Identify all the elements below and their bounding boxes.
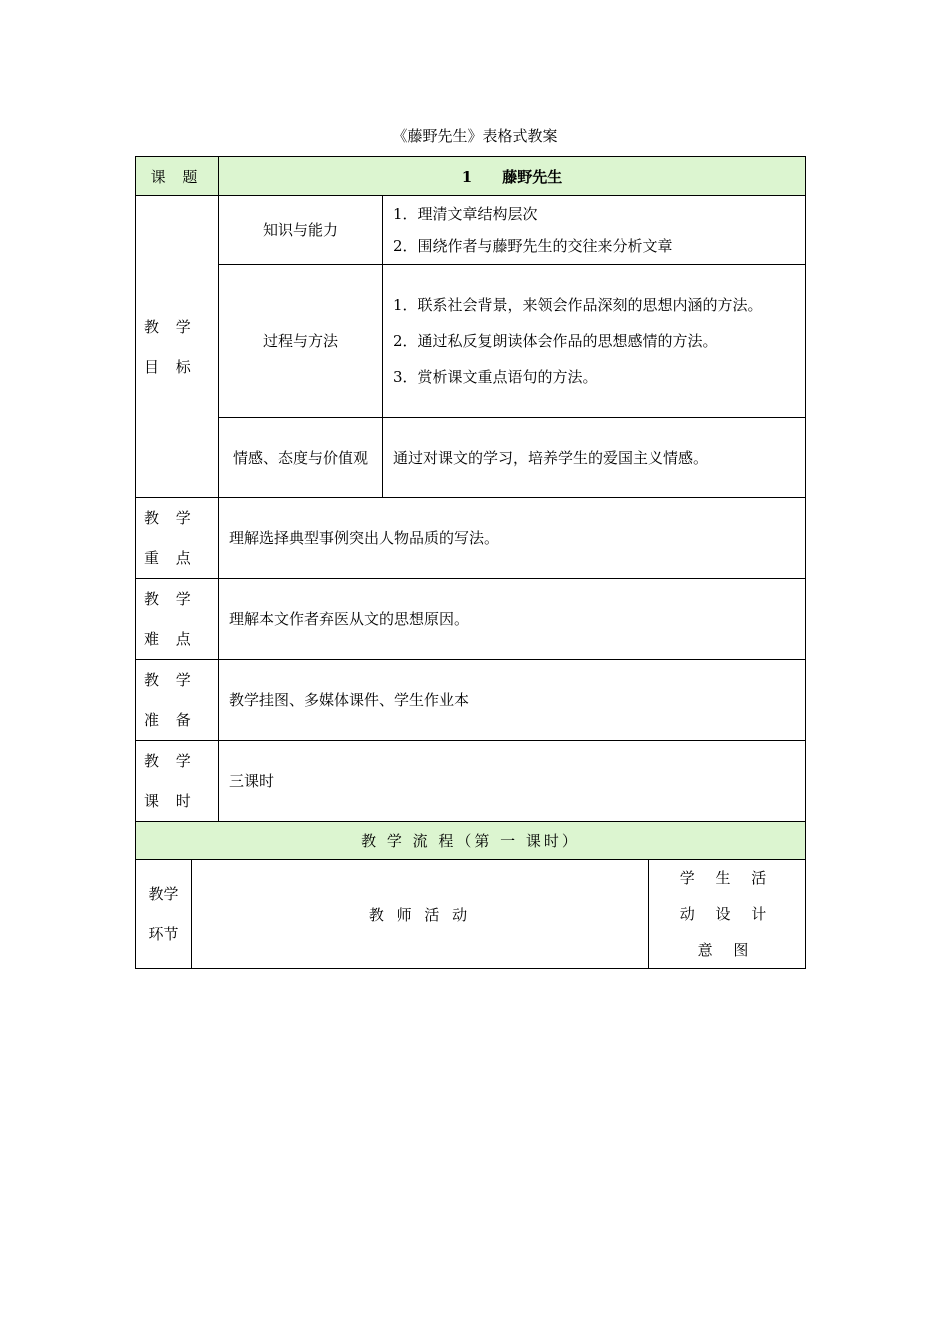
lesson-row xyxy=(136,157,806,196)
knowledge-item: 2．围绕作者与藤野先生的交往来分析文章 xyxy=(393,237,673,255)
lesson-number: 1 xyxy=(461,167,473,186)
emotion-label: 情感、态度与价值观 xyxy=(219,418,383,498)
objective-knowledge-row xyxy=(136,196,806,265)
process-item: 1．联系社会背景，来领会作品深刻的思想内涵的方法。 xyxy=(393,296,763,314)
knowledge-label: 知识与能力 xyxy=(219,196,383,265)
process-item: 3．赏析课文重点语句的方法。 xyxy=(393,368,598,386)
key-point-row xyxy=(136,498,806,579)
key-point-label: 教 学 重 点 xyxy=(136,498,219,579)
objective-emotion-row xyxy=(136,418,806,498)
process-item: 2．通过私反复朗读体会作品的思想感情的方法。 xyxy=(393,332,718,350)
lesson-label: 课 题 xyxy=(136,157,219,196)
preparation-content: 教学挂图、多媒体课件、学生作业本 xyxy=(219,660,806,741)
document-title: 《藤野先生》表格式教案 xyxy=(392,127,558,145)
knowledge-item: 1．理清文章结构层次 xyxy=(393,205,538,223)
preparation-label: 教 学 准 备 xyxy=(136,660,219,741)
student-column-header: 学 生 活 动 设 计 意 图 xyxy=(649,860,806,969)
difficulty-label: 教 学 难 点 xyxy=(136,579,219,660)
hours-row xyxy=(136,741,806,822)
flow-columns-row xyxy=(136,860,806,969)
objectives-label: 教 学 目 标 xyxy=(136,196,219,498)
flow-header: 教 学 流 程（第 一 课时） xyxy=(136,822,806,860)
objective-process-row xyxy=(136,265,806,418)
key-point-content: 理解选择典型事例突出人物品质的写法。 xyxy=(219,498,806,579)
emotion-content: 通过对课文的学习，培养学生的爱国主义情感。 xyxy=(383,418,806,498)
lesson-name: 藤野先生 xyxy=(502,167,563,186)
stage-column-header: 教学环节 xyxy=(136,860,192,969)
teacher-column-header: 教 师 活 动 xyxy=(192,860,649,969)
process-content xyxy=(383,265,806,418)
flow-header-row xyxy=(136,822,806,860)
hours-label: 教 学 课 时 xyxy=(136,741,219,822)
process-label: 过程与方法 xyxy=(219,265,383,418)
hours-content: 三课时 xyxy=(219,741,806,822)
knowledge-content xyxy=(383,196,806,265)
difficulty-content: 理解本文作者弃医从文的思想原因。 xyxy=(219,579,806,660)
preparation-row xyxy=(136,660,806,741)
lesson-title xyxy=(219,157,806,196)
difficulty-row xyxy=(136,579,806,660)
lesson-plan-table xyxy=(135,156,806,969)
